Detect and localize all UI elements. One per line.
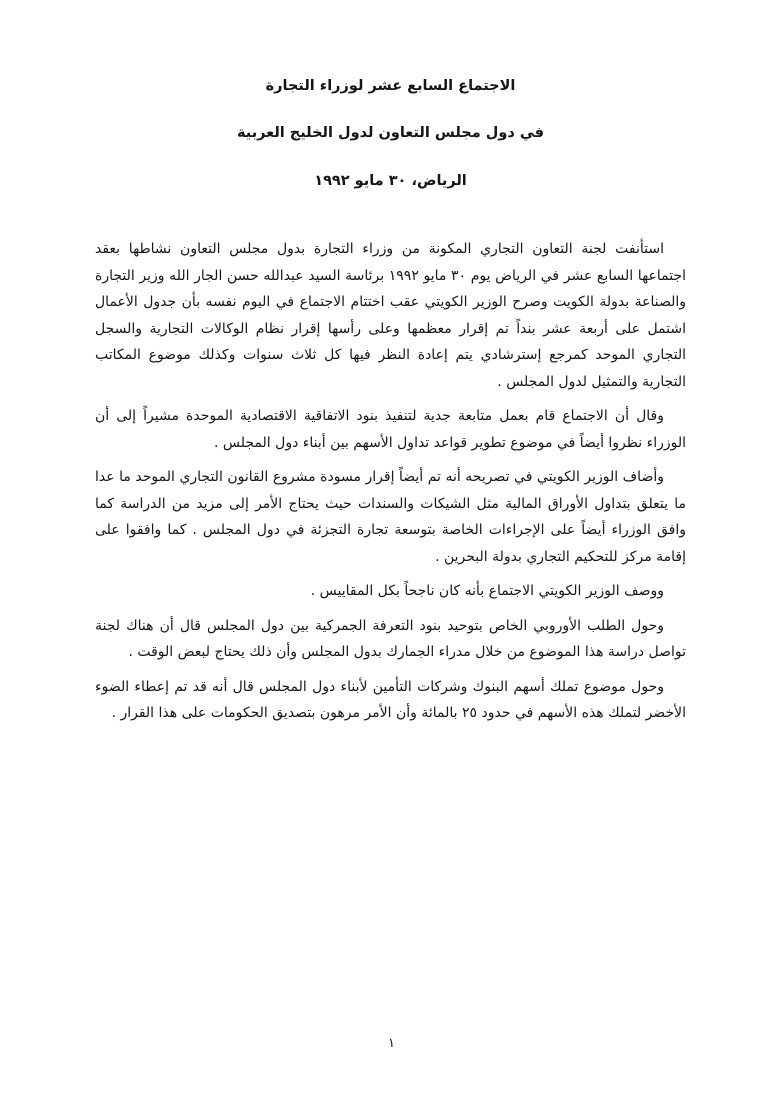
document-title-line-3: الرياض، ٣٠ مايو ١٩٩٢ (314, 172, 467, 189)
paragraph-6: وحول موضوع تملك أسهم البنوك وشركات التأمين لأبناء دول المجلس قال أنه قد تم إعطاء الضوء الأخضر لتملك هذه الأسهم في حدود ٢٥ بالمائة وأن الأمر مرهون بتصديق الحكومات على هذا القرار . (95, 678, 686, 722)
document-title-line-2: في دول مجلس التعاون لدول الخليج العربية (236, 125, 545, 142)
document-body (95, 236, 686, 727)
paragraph-1: استأنفت لجنة التعاون التجاري المكونة من وزراء التجارة بدول مجلس التعاون نشاطها بعقد اجتماعها السابع عشر في الرياض يوم ٣٠ مايو ١٩٩٢ برئاسة السيد عبدالله حسن الجار الله وزير التجارة والصناعة بدولة الكويت وصرح الوزير الكويتي عقب اختتام الاجتماع في اليوم نفسه بأن جدول الأعمال اشتمل على أربعة عشر بنداً تم إقرار معظمها وعلى رأسها إقرار نظام الوكالات التجارية والسجل التجاري الموحد كمرجع إسترشادي يتم إعادة النظر فيها كل ثلاث سنوات وكذلك موضوع المكاتب التجارية والتمثيل لدول المجلس . (95, 241, 687, 390)
paragraph-3: وأضاف الوزير الكويتي في تصريحه أنه تم أيضاً إقرار مسودة مشروع القانون التجاري الموحد ما عدا ما يتعلق بتداول الأوراق المالية مثل الشيكات والسندات حيث يحتاج الأمر إلى مزيد من الدراسة كما وافق الوزراء أيضاً على الإجراءات الخاصة بتوسعة تجارة التجزئة في دول المجلس . كما وافقوا على إقامة مركز للتحكيم التجاري بدولة البحرين . (95, 469, 686, 565)
paragraph-4: ووصف الوزير الكويتي الاجتماع بأنه كان ناجحاً بكل المقاييس . (310, 583, 664, 600)
document-title-line-1: الاجتماع السابع عشر لوزراء التجارة (265, 78, 516, 94)
document-header (95, 78, 686, 190)
paragraph-2: وقال أن الاجتماع قام بعمل متابعة جدية لتنفيذ بنود الاتفاقية الاقتصادية الموحدة مشيراً إلى أن الوزراء نظروا أيضاً في موضوع تطوير قواعد تداول الأسهم بين أبناء دول المجلس . (95, 408, 686, 451)
paragraph-5: وحول الطلب الأوروبي الخاص بتوحيد بنود التعرفة الجمركية بين دول المجلس قال أن هناك لجنة تواصل دراسة هذا الموضوع من خلال مدراء الجمارك بدول المجلس وأن ذلك يحتاج لبعض الوقت . (95, 617, 686, 661)
page-number: ١ (388, 1036, 395, 1051)
